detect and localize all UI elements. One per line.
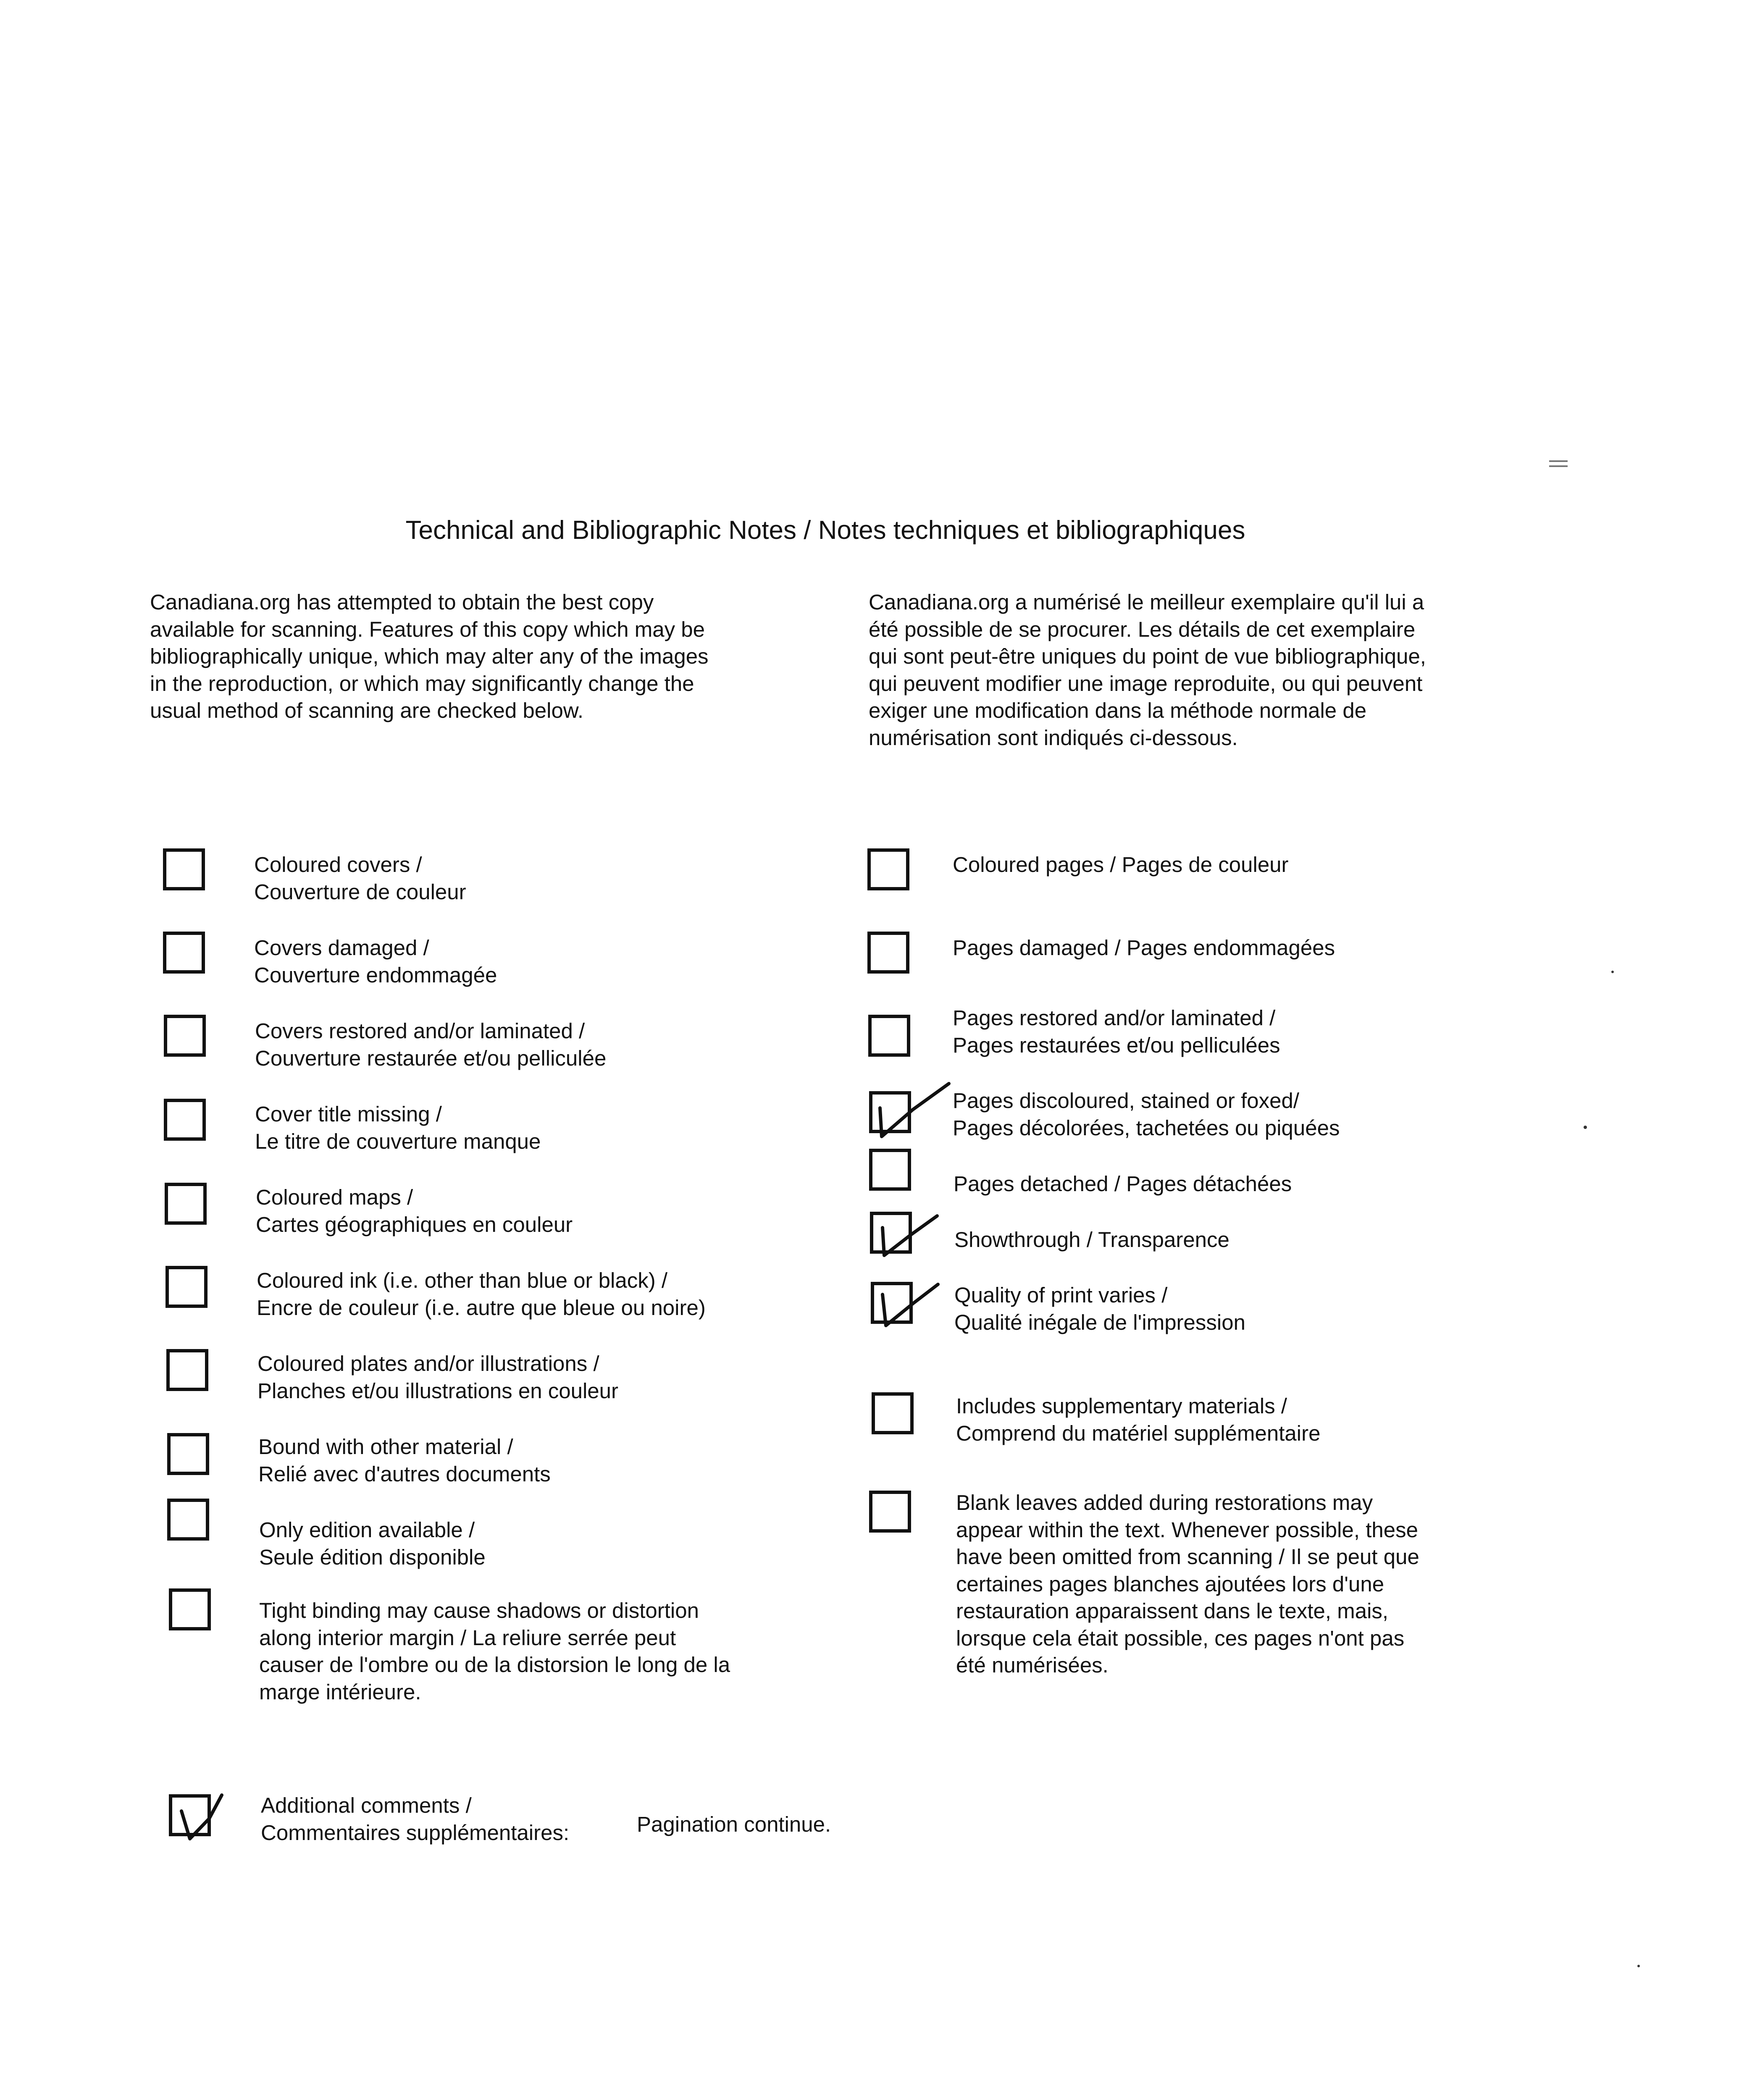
checkbox-coloured-maps[interactable]: [165, 1183, 207, 1225]
checkmark-icon: [870, 1212, 946, 1262]
label-pages-restored: Pages restored and/or laminated / Pages restaurées et/ou pelliculées: [953, 1006, 1280, 1057]
checkbox-showthrough[interactable]: [870, 1212, 912, 1254]
label-supplementary: Includes supplementary materials / Comprend du matériel supplémentaire: [956, 1394, 1321, 1445]
label-pages-discoloured: Pages discoloured, stained or foxed/ Pages décolorées, tachetées ou piquées: [953, 1089, 1340, 1140]
checkbox-additional-comments[interactable]: [169, 1794, 211, 1836]
scan-mark: [1549, 460, 1568, 462]
checkbox-coloured-covers[interactable]: [163, 848, 205, 890]
checkbox-pages-detached[interactable]: [869, 1149, 911, 1191]
intro-english: Canadiana.org has attempted to obtain the best copy available for scanning. Features of this copy which may be bibliographically unique, which may alter any of the images in the reproduction, or which may significantly change the usual method of scanning are checked below.: [150, 590, 709, 722]
checkbox-pages-restored[interactable]: [868, 1015, 910, 1057]
label-bound-with: Bound with other material / Relié avec d'autres documents: [258, 1435, 551, 1486]
label-only-edition: Only edition available / Seule édition disponible: [259, 1518, 486, 1569]
additional-comments-value: Pagination continue.: [637, 1812, 831, 1836]
checkbox-tight-binding[interactable]: [169, 1588, 211, 1630]
checkbox-covers-restored[interactable]: [164, 1015, 206, 1057]
page-title: Technical and Bibliographic Notes / Notes techniques et bibliographiques: [405, 516, 1245, 545]
label-pages-detached: Pages detached / Pages détachées: [954, 1172, 1292, 1196]
checkbox-coloured-plates[interactable]: [166, 1349, 208, 1391]
checkbox-pages-discoloured[interactable]: [869, 1091, 911, 1133]
scan-speck: [1637, 1965, 1640, 1967]
checkmark-icon: [169, 1794, 244, 1845]
label-tight-binding: Tight binding may cause shadows or distortion along interior margin / La reliure serrée peut causer de l'ombre ou de la distorsion le long de la marge intérieure.: [259, 1599, 730, 1704]
label-coloured-pages: Coloured pages / Pages de couleur: [953, 853, 1289, 877]
label-cover-title-missing: Cover title missing / Le titre de couverture manque: [255, 1102, 541, 1153]
label-blank-leaves: Blank leaves added during restorations may appear within the text. Whenever possible, these have been omitted from scanning / Il se peut que certaines pages blanches ajoutées lors d'une restauration apparaissent dans le texte, mais, lorsque cela était possible, ces pages n'ont pas été numérisées.: [956, 1491, 1419, 1677]
label-pages-damaged: Pages damaged / Pages endommagées: [953, 936, 1335, 960]
label-coloured-ink: Coloured ink (i.e. other than blue or black) / Encre de couleur (i.e. autre que bleue ou noire): [257, 1268, 706, 1320]
label-coloured-covers: Coloured covers / Couverture de couleur: [254, 853, 466, 904]
checkbox-bound-with[interactable]: [167, 1433, 209, 1475]
checkbox-pages-damaged[interactable]: [867, 932, 909, 974]
scan-speck: [1584, 1126, 1587, 1129]
checkbox-supplementary[interactable]: [872, 1392, 914, 1434]
label-covers-restored: Covers restored and/or laminated / Couverture restaurée et/ou pelliculée: [255, 1019, 607, 1070]
checkbox-only-edition[interactable]: [167, 1499, 209, 1541]
checkbox-cover-title-missing[interactable]: [164, 1099, 206, 1141]
scan-speck: [1611, 971, 1614, 973]
checkbox-quality-print[interactable]: [871, 1282, 913, 1324]
checkbox-coloured-pages[interactable]: [867, 848, 909, 890]
intro-french: Canadiana.org a numérisé le meilleur exemplaire qu'il lui a été possible de se procurer. Les détails de cet exemplaire qui sont peut-être uniques du point de vue bibliographique, qui peuvent modifier une image reproduite, ou qui peuvent exiger une modification dans la méthode normale de numérisation sont indiqués ci-dessous.: [869, 590, 1426, 750]
label-covers-damaged: Covers damaged / Couverture endommagée: [254, 936, 497, 987]
scan-mark: [1549, 465, 1568, 467]
checkbox-blank-leaves[interactable]: [869, 1491, 911, 1533]
label-coloured-maps: Coloured maps / Cartes géographiques en couleur: [256, 1185, 573, 1236]
label-quality-print: Quality of print varies / Qualité inégale de l'impression: [954, 1283, 1245, 1334]
checkmark-icon: [871, 1282, 946, 1336]
checkbox-coloured-ink[interactable]: [165, 1266, 208, 1308]
label-showthrough: Showthrough / Transparence: [954, 1228, 1229, 1252]
label-coloured-plates: Coloured plates and/or illustrations / Planches et/ou illustrations en couleur: [257, 1352, 619, 1403]
label-additional-comments: Additional comments / Commentaires supplémentaires:: [261, 1793, 570, 1845]
checkmark-icon: [869, 1091, 953, 1142]
checkbox-covers-damaged[interactable]: [163, 932, 205, 974]
